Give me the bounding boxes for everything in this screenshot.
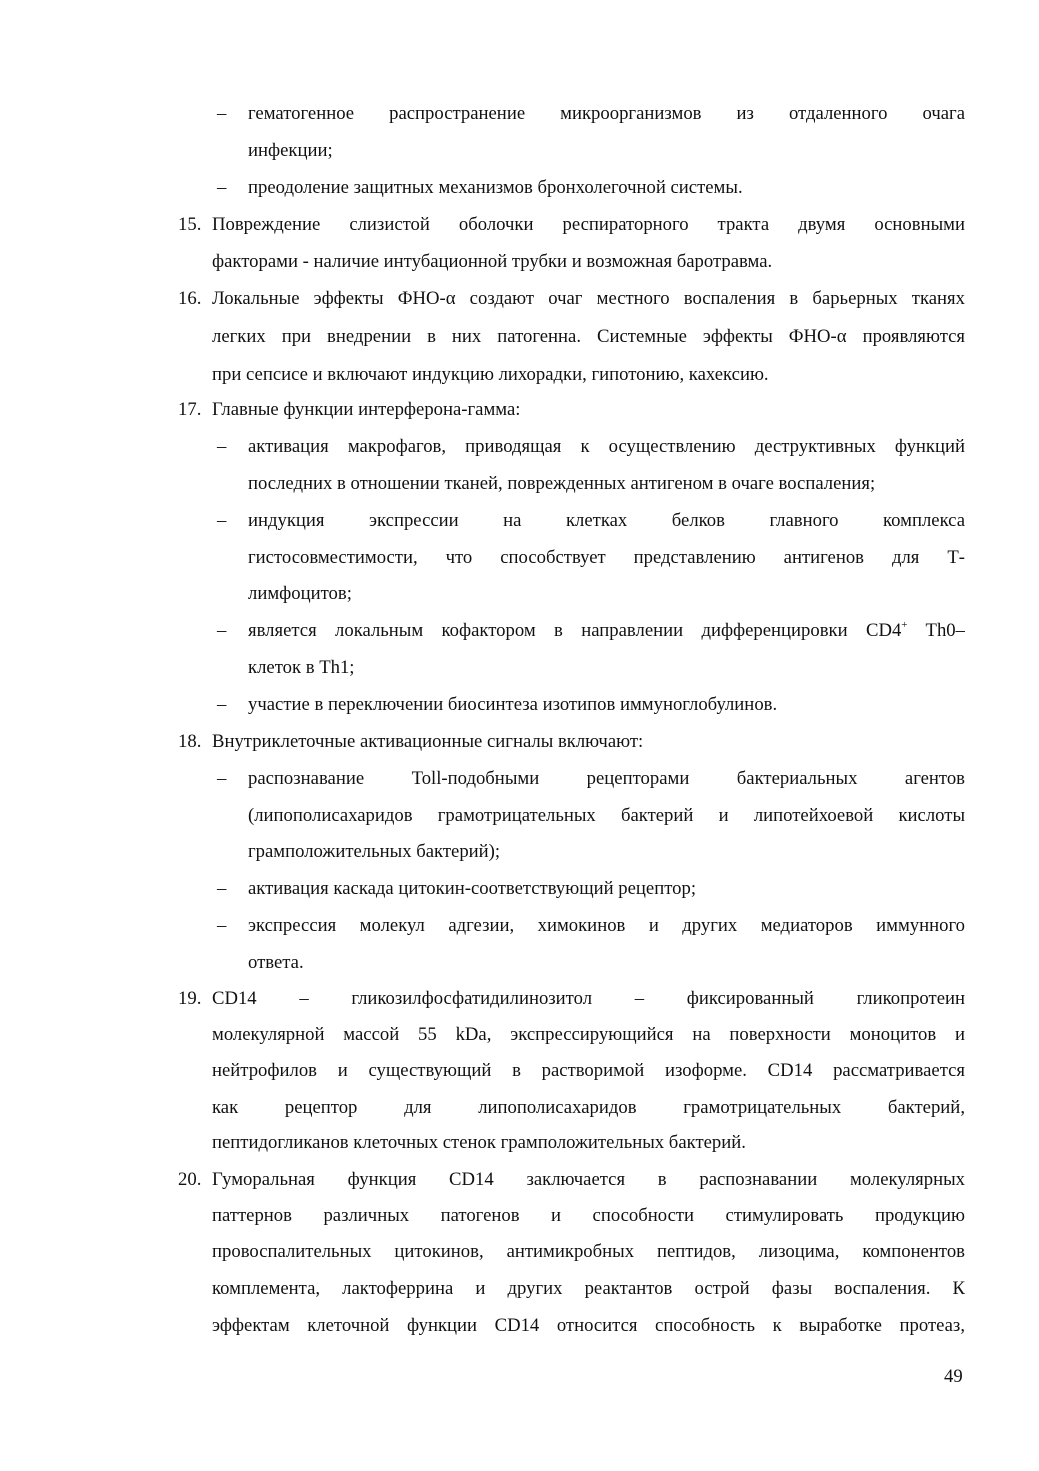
bullet-dash: – xyxy=(217,694,227,715)
bullet-dash: – xyxy=(217,915,227,936)
bullet-dash: – xyxy=(217,103,227,124)
text-line: экспрессия молекул адгезии, химокинов и других медиаторов иммунного xyxy=(248,915,965,936)
text-line: как рецептор для липополисахаридов грамотрицательных бактерий, xyxy=(212,1097,965,1118)
text-line: паттернов различных патогенов и способности стимулировать продукцию xyxy=(212,1205,965,1226)
item-number: 16. xyxy=(178,288,202,309)
item-number: 15. xyxy=(178,214,202,235)
bullet-dash: – xyxy=(217,510,227,531)
bullet-dash: – xyxy=(217,436,227,457)
text-line: комплемента, лактоферрина и других реактантов острой фазы воспаления. К xyxy=(212,1278,965,1299)
bullet-dash: – xyxy=(217,768,227,789)
item-number: 20. xyxy=(178,1169,202,1190)
text-line: гистосовместимости, что способствует представлению антигенов для Т- xyxy=(248,547,965,568)
item-number: 17. xyxy=(178,399,202,420)
text-line: клеток в Th1; xyxy=(248,657,355,678)
text-line: Локальные эффекты ФНО-α создают очаг местного воспаления в барьерных тканях xyxy=(212,288,965,309)
text-segment: Th0– xyxy=(907,620,965,641)
text-line: активация макрофагов, приводящая к осуществлению деструктивных функций xyxy=(248,436,965,457)
text-line: Повреждение слизистой оболочки респираторного тракта двумя основными xyxy=(212,214,965,235)
text-line: нейтрофилов и существующий в растворимой изоформе. CD14 рассматривается xyxy=(212,1060,965,1081)
text-line: факторами - наличие интубационной трубки и возможная баротравма. xyxy=(212,251,773,272)
bullet-dash: – xyxy=(217,620,227,641)
text-line: Гуморальная функция CD14 заключается в распознавании молекулярных xyxy=(212,1169,965,1190)
text-line: Внутриклеточные активационные сигналы включают: xyxy=(212,731,644,752)
text-line: лимфоцитов; xyxy=(248,583,352,604)
bullet-dash: – xyxy=(217,177,227,198)
text-line: молекулярной массой 55 kDa, экспрессирующийся на поверхности моноцитов и xyxy=(212,1024,965,1045)
text-line: провоспалительных цитокинов, антимикробных пептидов, лизоцима, компонентов xyxy=(212,1241,965,1262)
text-line: преодоление защитных механизмов бронхолегочной системы. xyxy=(248,177,743,198)
text-line: гематогенное распространение микроорганизмов из отдаленного очага xyxy=(248,103,965,124)
bullet-dash: – xyxy=(217,878,227,899)
text-line: грамположительных бактерий); xyxy=(248,841,501,862)
text-line: индукция экспрессии на клетках белков главного комплекса xyxy=(248,510,965,531)
text-line: эффектам клеточной функции CD14 относится способность к выработке протеаз, xyxy=(212,1315,965,1336)
text-line xyxy=(248,620,965,642)
item-number: 19. xyxy=(178,988,202,1009)
text-line: ответа. xyxy=(248,952,304,973)
superscript: + xyxy=(901,620,908,631)
item-number: 18. xyxy=(178,731,202,752)
text-line: активация каскада цитокин-соответствующий рецептор; xyxy=(248,878,697,899)
text-line: распознавание Toll-подобными рецепторами бактериальных агентов xyxy=(248,768,965,789)
text-line: последних в отношении тканей, поврежденных антигеном в очаге воспаления; xyxy=(248,473,876,494)
text-line: CD14 – гликозилфосфатидилинозитол – фиксированный гликопротеин xyxy=(212,988,965,1009)
text-line: (липополисахаридов грамотрицательных бактерий и липотейхоевой кислоты xyxy=(248,805,965,826)
text-line: легких при внедрении в них патогенна. Системные эффекты ФНО-α проявляются xyxy=(212,326,965,347)
text-line: Главные функции интерферона-гамма: xyxy=(212,399,521,420)
text-line: при сепсисе и включают индукцию лихорадки, гипотонию, кахексию. xyxy=(212,364,769,385)
text-segment: является локальным кофактором в направлении дифференцировки CD4 xyxy=(248,620,902,641)
text-line: участие в переключении биосинтеза изотипов иммуноглобулинов. xyxy=(248,694,778,715)
text-line: пептидогликанов клеточных стенок грамположительных бактерий. xyxy=(212,1132,746,1153)
text-line: инфекции; xyxy=(248,140,333,161)
page-number: 49 xyxy=(944,1366,963,1387)
